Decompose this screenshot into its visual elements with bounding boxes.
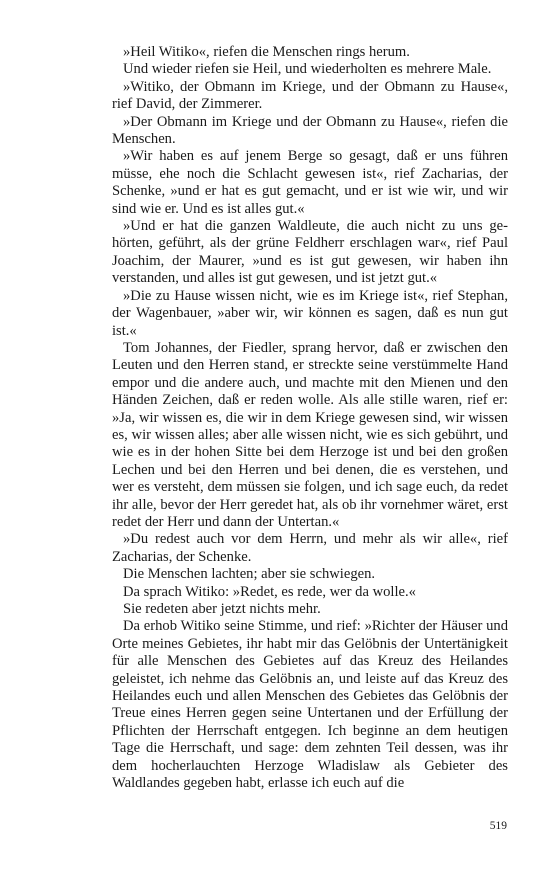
paragraph: Da erhob Witiko seine Stimme, und rief: »Richter der Häuser und Orte meines Gebietes, ihr habt mir das Gelöbnis der Untertänigkeit für alle Menschen des Gebietes auf das Kreuz des Heilandes geleistet, ich nehme das Gelöbnis an, und leiste auf das Kreuz des Heilandes euch und allen Menschen des Gebietes das Gelöbnis der Treue eines Herren gegen seine Untertanen und der Erfüllung der Pflichten der Herrschaft entgegen. Ich beginne an dem heutigen Tage die Herrschaft, und sage: dem zehnten Teil dessen, was ihr dem hocherlauchten Herzoge Wladislaw als Gebieter des Waldlandes gegeben habt, erlasse ich euch auf die [112,618,508,792]
paragraph: »Der Obmann im Kriege und der Obmann zu Hause«, riefen die Menschen. [112,113,508,148]
paragraph: »Du redest auch vor dem Herrn, und mehr als wir alle«, rief Zacharias, der Schenke. [112,531,508,565]
paragraph: Und wieder riefen sie Heil, und wiederholten es mehrere Male. [123,61,492,78]
paragraph: »Und er hat die ganzen Waldleute, die auch nicht zu uns gehörten, geführt, als der grüne Feldherr erschlagen war«, rief Paul Joachim, der Maurer, »und es ist gut gewesen, wir haben ihn verstanden, und alles ist gut gewesen, und ist jetzt gut.« [112,218,508,287]
page-body [112,44,508,792]
paragraph: »Die zu Hause wissen nicht, wie es im Kriege ist«, rief Stephan, der Wagenbauer, »aber wir, wir können es sagen, daß es nun gut ist.« [112,287,508,339]
paragraph: Sie redeten aber jetzt nichts mehr. [123,601,321,617]
paragraph: »Wir haben es auf jenem Berge so gesagt, daß er uns führen müsse, ehe noch die Schlacht gewesen ist«, rief Zacharias, der Schenke, »und er hat es gut gemacht, und er ist wie wir, und wir sind wie er. Und es ist alles gut.« [112,148,508,217]
paragraph: Die Menschen lachten; aber sie schwiegen. [123,566,376,583]
paragraph: Da sprach Witiko: »Redet, es rede, wer da wolle.« [123,583,416,600]
paragraph: »Heil Witiko«, riefen die Menschen rings herum. [123,44,410,60]
paragraph: Tom Johannes, der Fiedler, sprang hervor, daß er zwischen den Leuten und den Herren stand, er streckte seine verstümmelte Hand empor und die andere auch, und machte mit den Mienen und den Händen Zeichen, daß er reden wolle. Als alle stille waren, rief er: »Ja, wir wissen es, die wir in dem Kriege gewesen sind, wir wissen es, wir wissen alles; aber alle wissen nicht, wie es sich gebührt, und wie es in der hohen Sitte bei dem Herzoge ist und bei den großen Lechen und bei den Herren und bei denen, die es verstehen, und wer es versteht, dem müssen sie folgen, und ich sage euch, da redet ihr alle, bevor der Herr geredet hat, als ob ihr vornehmer wäret, erst redet der Herr und dann der Untertan.« [112,339,508,530]
paragraph: »Witiko, der Obmann im Kriege, und der Obmann zu Hause«, rief David, der Zimmerer. [112,78,508,113]
page-number: 519 [489,820,507,832]
